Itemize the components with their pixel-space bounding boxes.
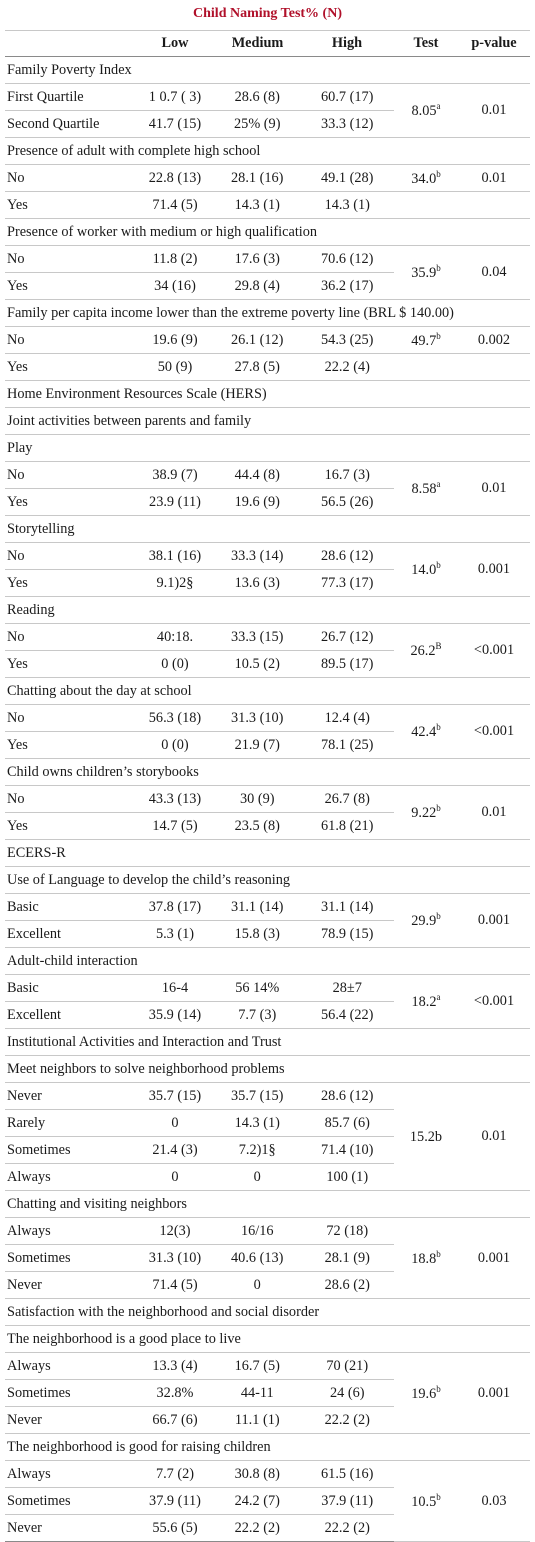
table-row	[5, 1353, 530, 1380]
cell-high: 24 (6)	[300, 1380, 394, 1407]
section-row	[5, 867, 530, 894]
cell-medium: 28.6 (8)	[215, 84, 300, 111]
table-row	[5, 165, 530, 192]
cell-high: 28±7	[300, 975, 394, 1002]
table-row	[5, 354, 530, 381]
cell-medium: 40.6 (13)	[215, 1245, 300, 1272]
cell-low: 7.7 (2)	[135, 1461, 215, 1488]
cell-medium: 33.3 (14)	[215, 543, 300, 570]
cell-medium: 7.7 (3)	[215, 1002, 300, 1029]
cell-p-value: 0.001	[458, 894, 530, 948]
section-label: ECERS-R	[5, 840, 530, 867]
table-row	[5, 462, 530, 489]
cell-high: 100 (1)	[300, 1164, 394, 1191]
test-superscript: b	[436, 1491, 441, 1502]
cell-low: 71.4 (5)	[135, 192, 215, 219]
section-label: The neighborhood is good for raising children	[5, 1434, 530, 1461]
cell-high: 70 (21)	[300, 1353, 394, 1380]
test-value: 35.9	[411, 265, 437, 281]
cell-medium: 27.8 (5)	[215, 354, 300, 381]
cell-test	[394, 624, 458, 678]
cell-low: 23.9 (11)	[135, 489, 215, 516]
cell-low: 21.4 (3)	[135, 1137, 215, 1164]
row-label: Yes	[5, 570, 135, 597]
test-superscript: b	[436, 330, 441, 341]
cell-low: 5.3 (1)	[135, 921, 215, 948]
cell-p-value	[458, 354, 530, 381]
test-value: 34.0	[411, 170, 437, 187]
section-label: Adult-child interaction	[5, 948, 530, 975]
cell-high: 22.2 (2)	[300, 1515, 394, 1542]
cell-low: 31.3 (10)	[135, 1245, 215, 1272]
section-label: Chatting and visiting neighbors	[5, 1191, 530, 1218]
test-superscript: b	[436, 263, 441, 273]
cell-medium: 7.2)1§	[215, 1137, 300, 1164]
cell-test	[394, 705, 458, 759]
cell-high: 78.1 (25)	[300, 732, 394, 759]
cell-low: 19.6 (9)	[135, 327, 215, 354]
cell-high: 78.9 (15)	[300, 921, 394, 948]
cell-p-value: 0.01	[458, 84, 530, 138]
section-label: Satisfaction with the neighborhood and social disorder	[5, 1299, 530, 1326]
cell-test	[394, 1083, 458, 1191]
test-superscript: a	[436, 101, 441, 111]
cell-high: 22.2 (4)	[300, 354, 394, 381]
row-label: Yes	[5, 651, 135, 678]
row-label: First Quartile	[5, 84, 135, 111]
cell-high: 70.6 (12)	[300, 246, 394, 273]
table-row	[5, 543, 530, 570]
cell-medium: 31.3 (10)	[215, 705, 300, 732]
cell-low: 9.1)2§	[135, 570, 215, 597]
header-cell-low: Low	[135, 31, 215, 57]
cell-medium: 17.6 (3)	[215, 246, 300, 273]
section-label: Use of Language to develop the child’s reasoning	[5, 867, 530, 894]
cell-high: 14.3 (1)	[300, 192, 394, 219]
cell-low: 71.4 (5)	[135, 1272, 215, 1299]
cell-high: 28.6 (2)	[300, 1272, 394, 1299]
cell-test	[394, 84, 458, 138]
row-label: Never	[5, 1515, 135, 1542]
cell-low: 55.6 (5)	[135, 1515, 215, 1542]
cell-low: 14.7 (5)	[135, 813, 215, 840]
section-label: Home Environment Resources Scale (HERS)	[5, 381, 530, 408]
cell-high: 77.3 (17)	[300, 570, 394, 597]
cell-high: 31.1 (14)	[300, 894, 394, 921]
cell-low: 37.8 (17)	[135, 894, 215, 921]
test-superscript: b	[436, 168, 441, 179]
cell-medium: 56 14%	[215, 975, 300, 1002]
row-label: Basic	[5, 894, 135, 921]
cell-medium: 14.3 (1)	[215, 192, 300, 219]
table-row	[5, 894, 530, 921]
cell-medium: 0	[215, 1272, 300, 1299]
header-row	[5, 31, 530, 57]
cell-medium: 30 (9)	[215, 786, 300, 813]
section-label: Play	[5, 435, 530, 462]
cell-p-value: 0.01	[458, 1083, 530, 1191]
cell-medium: 23.5 (8)	[215, 813, 300, 840]
cell-low: 43.3 (13)	[135, 786, 215, 813]
table-body	[5, 57, 530, 1542]
cell-high: 28.6 (12)	[300, 543, 394, 570]
test-value: 14.0	[411, 562, 437, 578]
cell-high: 16.7 (3)	[300, 462, 394, 489]
test-superscript: b	[436, 560, 441, 570]
section-row	[5, 516, 530, 543]
cell-high: 28.6 (12)	[300, 1083, 394, 1110]
test-superscript: b	[436, 1383, 441, 1394]
cell-p-value	[458, 192, 530, 219]
table-row	[5, 705, 530, 732]
cell-high: 36.2 (17)	[300, 273, 394, 300]
section-label: Family per capita income lower than the extreme poverty line (BRL $ 140.00)	[5, 300, 530, 327]
section-label: Family Poverty Index	[5, 57, 530, 84]
row-label: Basic	[5, 975, 135, 1002]
cell-medium: 29.8 (4)	[215, 273, 300, 300]
cell-low: 1 0.7 ( 3)	[135, 84, 215, 111]
row-label: Always	[5, 1218, 135, 1245]
cell-high: 71.4 (10)	[300, 1137, 394, 1164]
section-row	[5, 300, 530, 327]
cell-low: 0 (0)	[135, 651, 215, 678]
section-label: Meet neighbors to solve neighborhood problems	[5, 1056, 530, 1083]
cell-test	[394, 462, 458, 516]
cell-medium: 19.6 (9)	[215, 489, 300, 516]
section-label: Child owns children’s storybooks	[5, 759, 530, 786]
cell-low: 38.9 (7)	[135, 462, 215, 489]
cell-low: 22.8 (13)	[135, 165, 215, 192]
cell-test	[394, 192, 458, 219]
test-superscript: b	[436, 911, 441, 921]
cell-low: 11.8 (2)	[135, 246, 215, 273]
test-superscript: B	[435, 641, 442, 651]
cell-low: 41.7 (15)	[135, 111, 215, 138]
cell-high: 89.5 (17)	[300, 651, 394, 678]
test-superscript: b	[436, 722, 441, 732]
cell-medium: 24.2 (7)	[215, 1488, 300, 1515]
header-cell-variable	[5, 31, 135, 57]
cell-high: 60.7 (17)	[300, 84, 394, 111]
cell-p-value: <0.001	[458, 975, 530, 1029]
cell-medium: 30.8 (8)	[215, 1461, 300, 1488]
test-value: 19.6	[411, 1385, 437, 1402]
section-row	[5, 678, 530, 705]
section-row	[5, 759, 530, 786]
cell-medium: 16.7 (5)	[215, 1353, 300, 1380]
cell-test	[394, 246, 458, 300]
test-superscript: b	[436, 803, 441, 813]
cell-low: 0	[135, 1164, 215, 1191]
cell-low: 34 (16)	[135, 273, 215, 300]
test-superscript: b	[436, 1248, 441, 1259]
row-label: Never	[5, 1272, 135, 1299]
cell-high: 72 (18)	[300, 1218, 394, 1245]
test-value: 29.9	[411, 913, 437, 929]
row-label: Second Quartile	[5, 111, 135, 138]
table-row	[5, 1083, 530, 1110]
cell-high: 61.5 (16)	[300, 1461, 394, 1488]
section-label: The neighborhood is a good place to live	[5, 1326, 530, 1353]
cell-medium: 15.8 (3)	[215, 921, 300, 948]
section-row	[5, 1434, 530, 1461]
cell-medium: 44-11	[215, 1380, 300, 1407]
cell-medium: 26.1 (12)	[215, 327, 300, 354]
row-label: Sometimes	[5, 1245, 135, 1272]
cell-high: 54.3 (25)	[300, 327, 394, 354]
test-value: 18.8	[411, 1250, 437, 1267]
cell-p-value: 0.01	[458, 786, 530, 840]
row-label: Rarely	[5, 1110, 135, 1137]
cell-test	[394, 543, 458, 597]
test-value: 8.05	[411, 103, 437, 119]
table-row	[5, 246, 530, 273]
cell-high: 37.9 (11)	[300, 1488, 394, 1515]
cell-p-value: 0.001	[458, 1218, 530, 1299]
table-row	[5, 786, 530, 813]
row-label: No	[5, 786, 135, 813]
cell-medium: 33.3 (15)	[215, 624, 300, 651]
cell-medium: 0	[215, 1164, 300, 1191]
cell-test	[394, 165, 458, 192]
table-row	[5, 975, 530, 1002]
cell-p-value: 0.04	[458, 246, 530, 300]
cell-high: 85.7 (6)	[300, 1110, 394, 1137]
cell-high: 56.4 (22)	[300, 1002, 394, 1029]
cell-test	[394, 894, 458, 948]
row-label: Never	[5, 1407, 135, 1434]
section-row	[5, 138, 530, 165]
section-label: Presence of adult with complete high school	[5, 138, 530, 165]
cell-high: 56.5 (26)	[300, 489, 394, 516]
section-row	[5, 1299, 530, 1326]
results-table	[5, 30, 530, 1542]
cell-medium: 14.3 (1)	[215, 1110, 300, 1137]
cell-low: 16-4	[135, 975, 215, 1002]
cell-medium: 21.9 (7)	[215, 732, 300, 759]
cell-low: 40:18.	[135, 624, 215, 651]
cell-test	[394, 327, 458, 354]
section-row	[5, 597, 530, 624]
table-row	[5, 624, 530, 651]
test-value: 9.22	[411, 805, 437, 821]
cell-p-value: <0.001	[458, 705, 530, 759]
cell-high: 28.1 (9)	[300, 1245, 394, 1272]
cell-medium: 44.4 (8)	[215, 462, 300, 489]
cell-medium: 22.2 (2)	[215, 1515, 300, 1542]
cell-high: 49.1 (28)	[300, 165, 394, 192]
row-label: Yes	[5, 273, 135, 300]
table-row	[5, 192, 530, 219]
test-superscript: a	[436, 479, 441, 489]
cell-low: 35.7 (15)	[135, 1083, 215, 1110]
test-superscript: a	[436, 992, 441, 1002]
test-value: 8.58	[411, 481, 437, 497]
cell-high: 22.2 (2)	[300, 1407, 394, 1434]
cell-test	[394, 1461, 458, 1542]
row-label: Sometimes	[5, 1137, 135, 1164]
row-label: No	[5, 543, 135, 570]
section-row	[5, 219, 530, 246]
test-value: 26.2	[410, 643, 436, 659]
cell-test	[394, 786, 458, 840]
section-label: Chatting about the day at school	[5, 678, 530, 705]
section-row	[5, 1326, 530, 1353]
section-row	[5, 57, 530, 84]
table-title: Child Naming Test% (N)	[193, 6, 342, 21]
header-cell-test: Test	[394, 31, 458, 57]
cell-p-value: 0.002	[458, 327, 530, 354]
row-label: Sometimes	[5, 1488, 135, 1515]
cell-high: 61.8 (21)	[300, 813, 394, 840]
cell-test	[394, 1353, 458, 1434]
row-label: No	[5, 246, 135, 273]
table-row	[5, 84, 530, 111]
section-row	[5, 435, 530, 462]
table-row	[5, 1461, 530, 1488]
test-value: 49.7	[411, 332, 437, 349]
row-label: Yes	[5, 732, 135, 759]
cell-medium: 28.1 (16)	[215, 165, 300, 192]
cell-p-value: 0.001	[458, 1353, 530, 1434]
row-label: Always	[5, 1353, 135, 1380]
test-value: 10.5	[411, 1493, 437, 1510]
cell-p-value: 0.01	[458, 165, 530, 192]
row-label: Excellent	[5, 1002, 135, 1029]
section-label: Joint activities between parents and family	[5, 408, 530, 435]
test-value: 15.2b	[409, 1129, 443, 1145]
section-label: Storytelling	[5, 516, 530, 543]
cell-p-value: 0.03	[458, 1461, 530, 1542]
row-label: Always	[5, 1461, 135, 1488]
cell-low: 35.9 (14)	[135, 1002, 215, 1029]
test-value: 42.4	[411, 724, 437, 740]
test-value: 18.2	[411, 994, 437, 1010]
row-label: No	[5, 327, 135, 354]
section-row	[5, 948, 530, 975]
table-row	[5, 1218, 530, 1245]
row-label: No	[5, 624, 135, 651]
cell-p-value: 0.01	[458, 462, 530, 516]
header-cell-medium: Medium	[215, 31, 300, 57]
cell-low: 13.3 (4)	[135, 1353, 215, 1380]
cell-low: 12(3)	[135, 1218, 215, 1245]
section-label: Presence of worker with medium or high qualification	[5, 219, 530, 246]
cell-low: 0 (0)	[135, 732, 215, 759]
header-cell-high: High	[300, 31, 394, 57]
section-row	[5, 1056, 530, 1083]
section-row	[5, 1029, 530, 1056]
row-label: No	[5, 705, 135, 732]
cell-low: 66.7 (6)	[135, 1407, 215, 1434]
cell-test	[394, 354, 458, 381]
cell-p-value: <0.001	[458, 624, 530, 678]
cell-test	[394, 1218, 458, 1299]
row-label: Yes	[5, 192, 135, 219]
row-label: Sometimes	[5, 1380, 135, 1407]
cell-low: 0	[135, 1110, 215, 1137]
cell-low: 56.3 (18)	[135, 705, 215, 732]
row-label: Yes	[5, 813, 135, 840]
section-row	[5, 408, 530, 435]
row-label: Yes	[5, 489, 135, 516]
cell-low: 50 (9)	[135, 354, 215, 381]
cell-medium: 11.1 (1)	[215, 1407, 300, 1434]
row-label: Yes	[5, 354, 135, 381]
section-label: Institutional Activities and Interaction and Trust	[5, 1029, 530, 1056]
cell-low: 37.9 (11)	[135, 1488, 215, 1515]
cell-medium: 25% (9)	[215, 111, 300, 138]
header-cell-p-value: p-value	[458, 31, 530, 57]
cell-high: 12.4 (4)	[300, 705, 394, 732]
cell-p-value: 0.001	[458, 543, 530, 597]
cell-medium: 31.1 (14)	[215, 894, 300, 921]
section-row	[5, 1191, 530, 1218]
row-label: Always	[5, 1164, 135, 1191]
cell-medium: 16/16	[215, 1218, 300, 1245]
cell-medium: 35.7 (15)	[215, 1083, 300, 1110]
section-label: Reading	[5, 597, 530, 624]
section-row	[5, 840, 530, 867]
row-label: No	[5, 165, 135, 192]
row-label: Never	[5, 1083, 135, 1110]
cell-medium: 10.5 (2)	[215, 651, 300, 678]
cell-high: 33.3 (12)	[300, 111, 394, 138]
cell-low: 38.1 (16)	[135, 543, 215, 570]
section-row	[5, 381, 530, 408]
cell-low: 32.8%	[135, 1380, 215, 1407]
cell-high: 26.7 (12)	[300, 624, 394, 651]
row-label: Excellent	[5, 921, 135, 948]
table-row	[5, 327, 530, 354]
row-label: No	[5, 462, 135, 489]
cell-test	[394, 975, 458, 1029]
cell-medium: 13.6 (3)	[215, 570, 300, 597]
cell-high: 26.7 (8)	[300, 786, 394, 813]
